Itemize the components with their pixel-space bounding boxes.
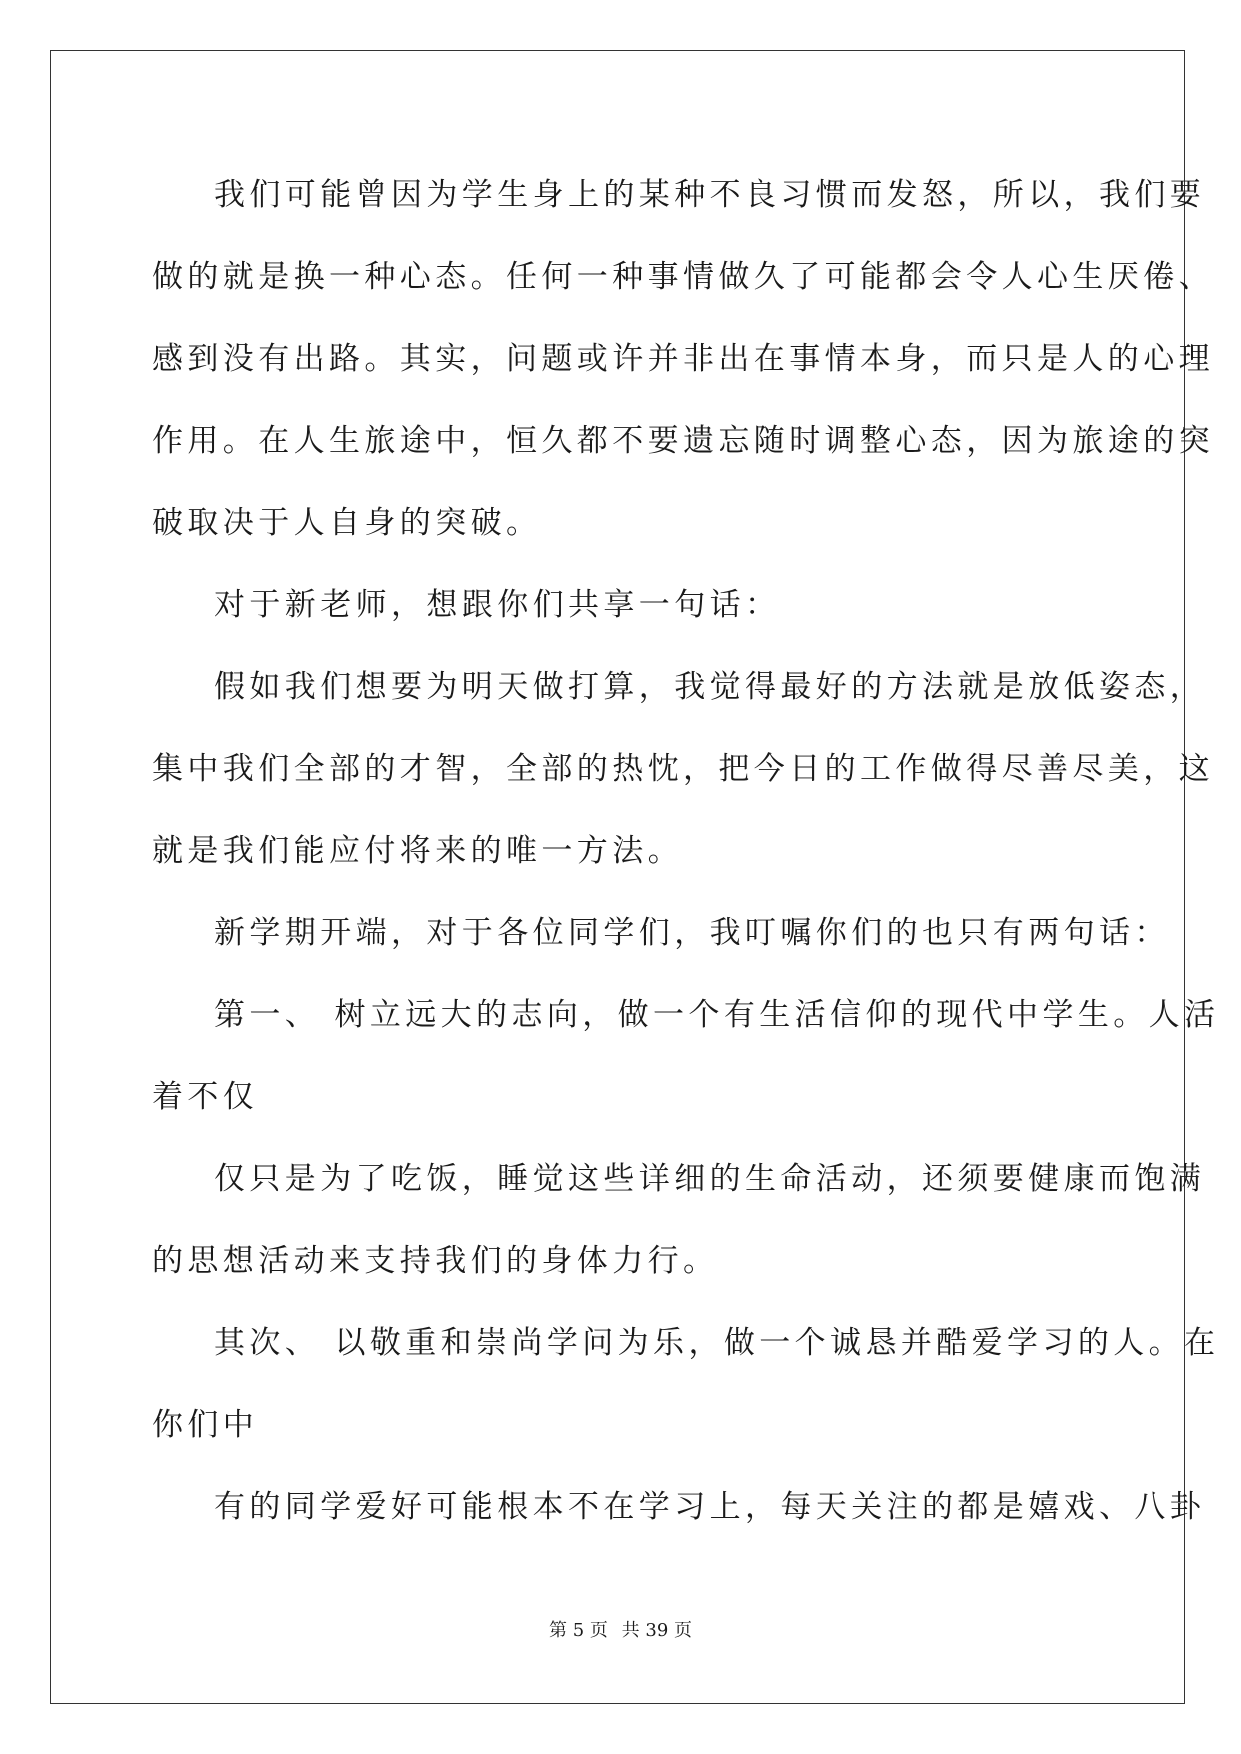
text-line: 有的同学爱好可能根本不在学习上，每天关注的都是嬉戏、八卦 [214,1489,1206,1525]
text-line: 对于新老师，想跟你们共享一句话： [214,587,781,623]
text-line: 做的就是换一种心态。任何一种事情做久了可能都会令人心生厌倦、 [152,259,1214,295]
document-body [152,166,1220,1560]
text-line: 破取决于人自身的突破。 [152,505,542,541]
text-line: 新学期开端，对于各位同学们，我叮嘱你们的也只有两句话： [214,915,1170,951]
text-line: 着不仅 [152,1079,259,1115]
text-line: 假如我们想要为明天做打算，我觉得最好的方法就是放低姿态， [214,669,1206,705]
text-line: 作用。在人生旅途中，恒久都不要遗忘随时调整心态，因为旅途的突 [152,423,1214,459]
page-number: 第 5 页 [549,1620,608,1641]
text-line: 第一、 树立远大的志向，做一个有生活信仰的现代中学生。人活 [214,997,1220,1033]
text-line: 我们可能曾因为学生身上的某种不良习惯而发怒，所以，我们要 [214,177,1206,213]
page-total: 共 39 页 [621,1620,692,1641]
page-footer [0,1616,1241,1642]
text-line: 的思想活动来支持我们的身体力行。 [152,1243,719,1279]
text-line: 你们中 [152,1407,259,1443]
text-line: 就是我们能应付将来的唯一方法。 [152,833,683,869]
text-line: 仅只是为了吃饭，睡觉这些详细的生命活动，还须要健康而饱满 [214,1161,1206,1197]
text-line: 集中我们全部的才智，全部的热忱，把今日的工作做得尽善尽美，这 [152,751,1214,787]
text-line: 其次、 以敬重和崇尚学问为乐，做一个诚恳并酷爱学习的人。在 [214,1325,1220,1361]
text-line: 感到没有出路。其实，问题或许并非出在事情本身，而只是人的心理 [152,341,1214,377]
